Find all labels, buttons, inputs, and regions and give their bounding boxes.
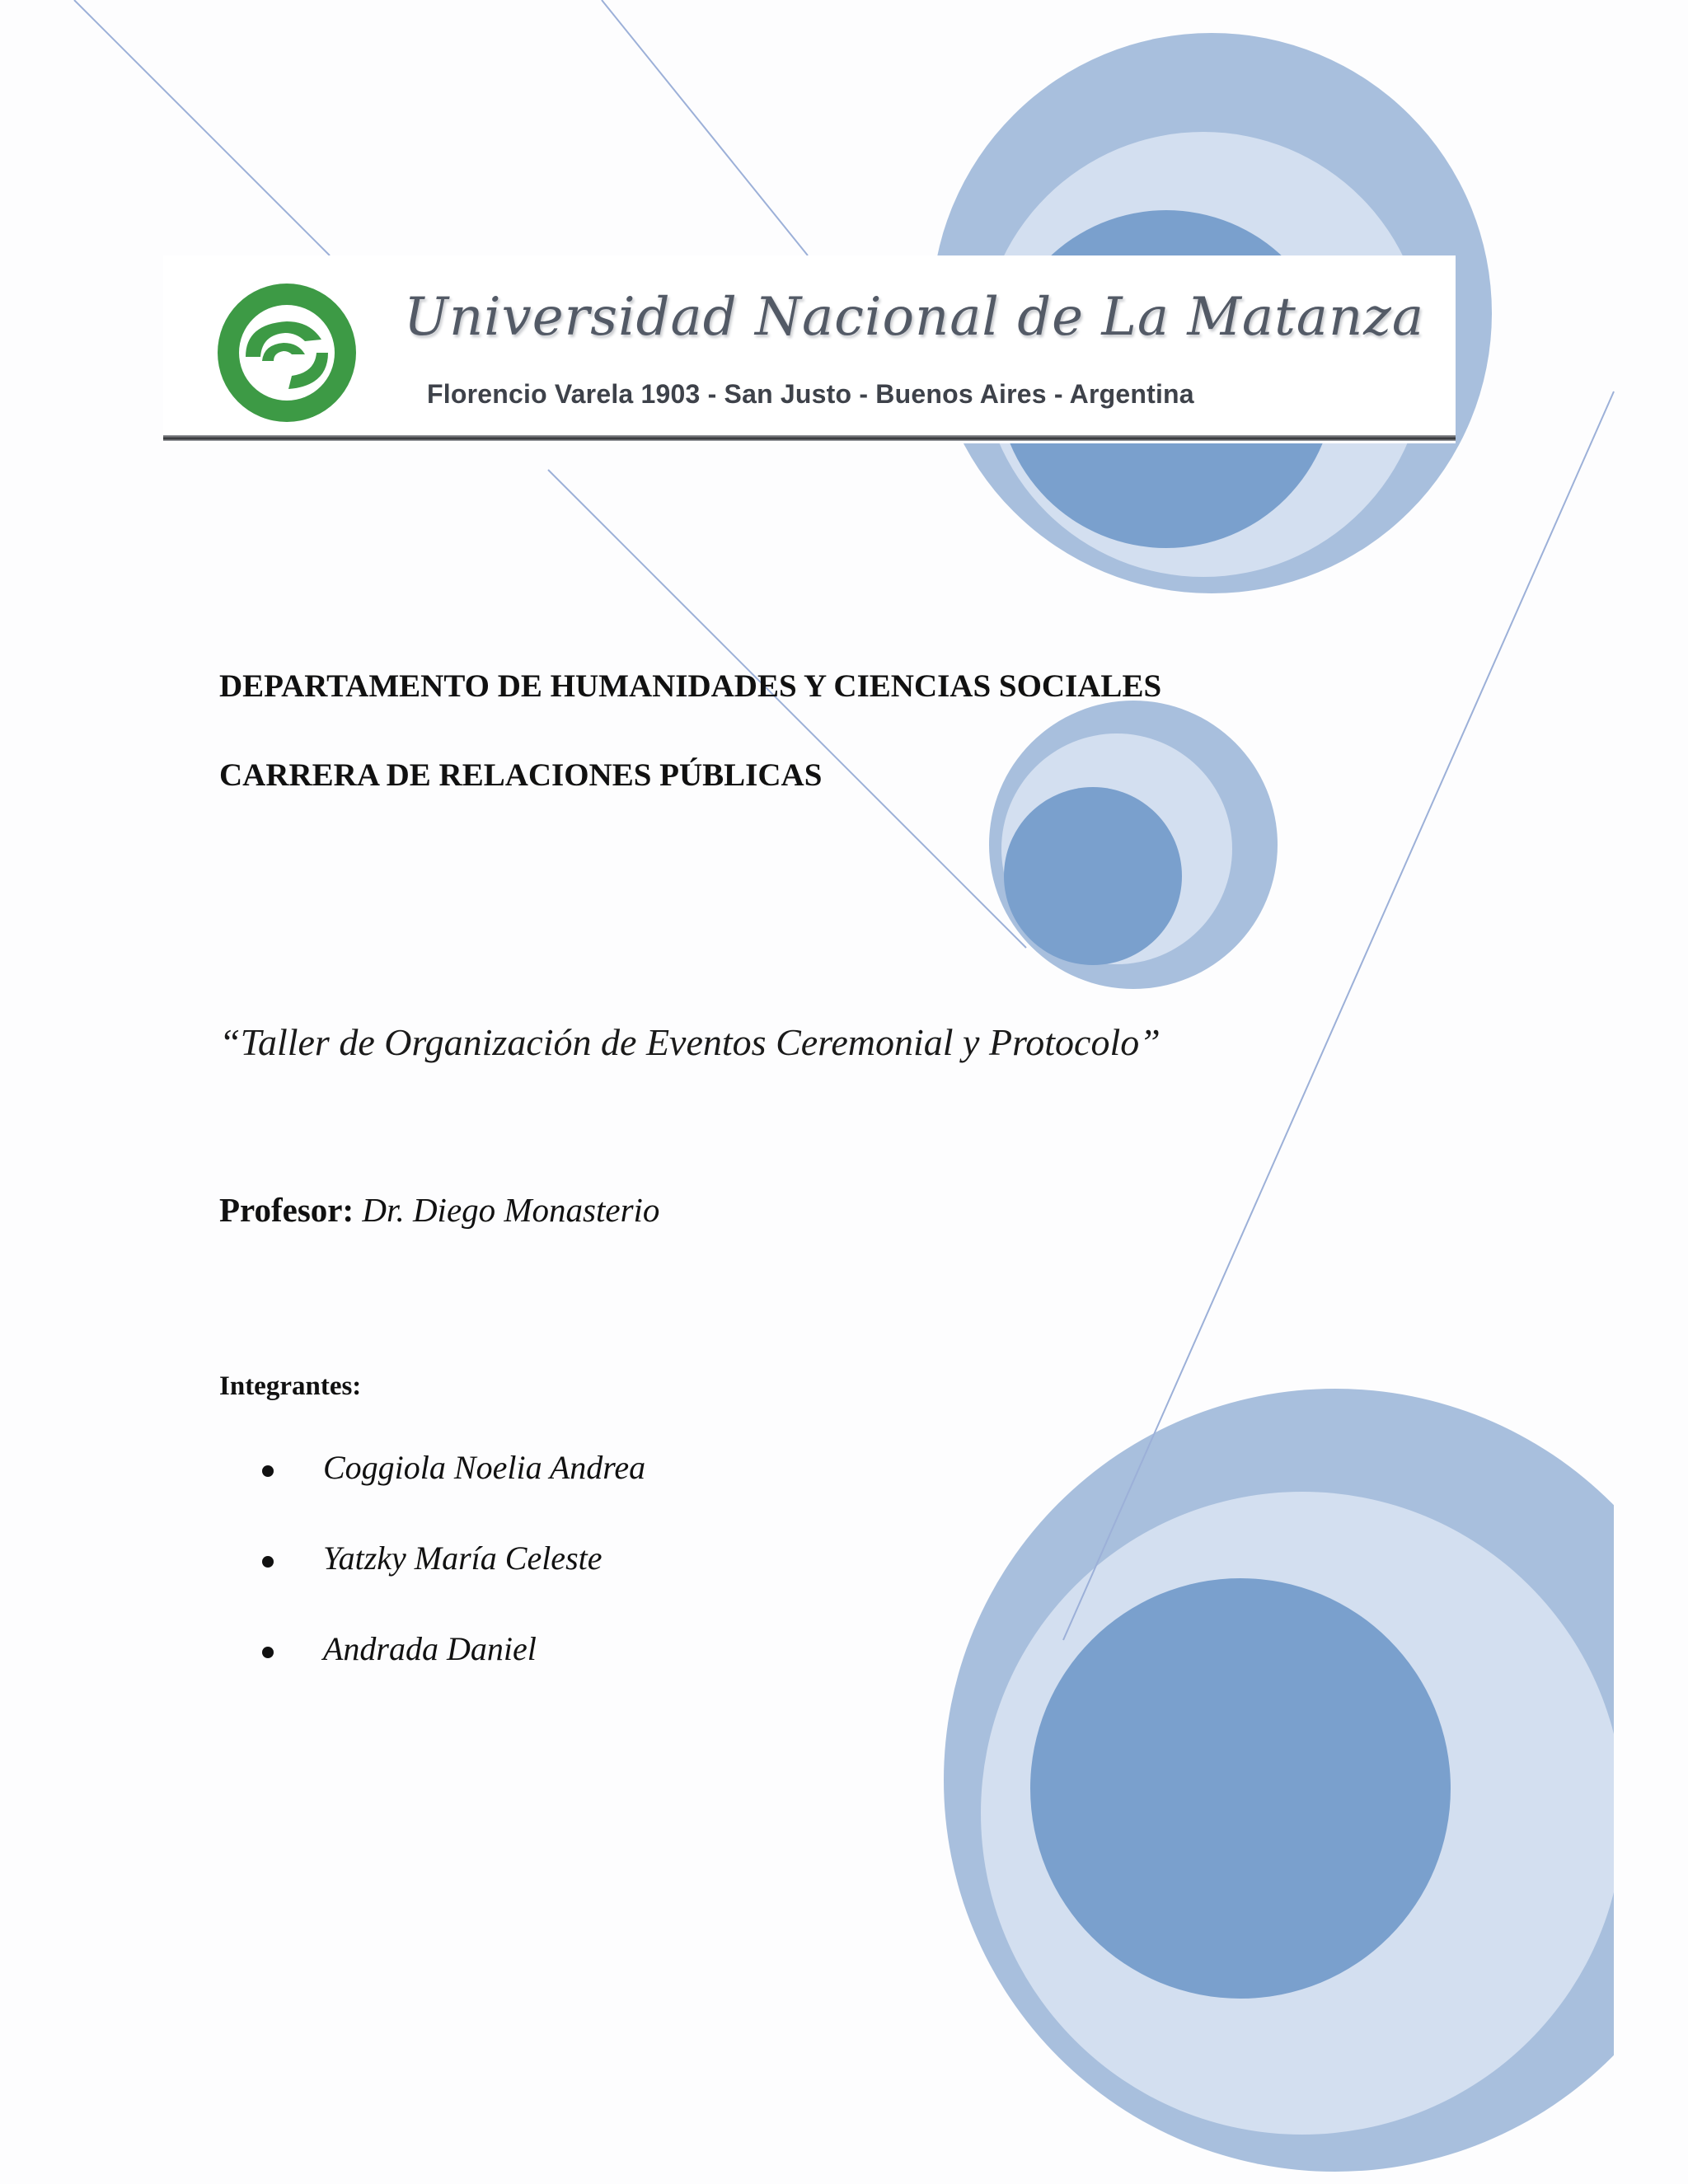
list-item (262, 1539, 645, 1629)
professor-label: Profesor: (219, 1191, 354, 1229)
banner-divider (163, 435, 1456, 441)
member-name: Coggiola Noelia Andrea (323, 1449, 646, 1486)
university-name: Universidad Nacional de La Matanza (404, 287, 1425, 348)
professor-line (219, 1190, 659, 1230)
bullet-icon (262, 1465, 274, 1477)
professor-name: Dr. Diego Monasterio (362, 1191, 660, 1229)
list-item (262, 1448, 645, 1539)
unlam-green-logo-icon (213, 279, 361, 427)
university-banner (163, 255, 1456, 443)
bullet-icon (262, 1647, 274, 1658)
list-item (262, 1629, 645, 1720)
career-heading: CARRERA DE RELACIONES PÚBLICAS (219, 757, 823, 793)
bottom-circle-group (944, 1389, 1688, 2172)
course-title: “Taller de Organización de Eventos Ceremonial y Protocolo” (219, 1021, 1160, 1063)
department-heading: DEPARTAMENTO DE HUMANIDADES Y CIENCIAS SOCIALES (219, 668, 1162, 704)
university-address: Florencio Varela 1903 - San Justo - Buenos Aires - Argentina (427, 379, 1194, 409)
member-name: Yatzky María Celeste (323, 1540, 603, 1577)
member-name: Andrada Daniel (323, 1630, 537, 1667)
members-list (262, 1448, 645, 1720)
bullet-icon (262, 1556, 274, 1568)
middle-circle-group (989, 701, 1278, 989)
members-label: Integrantes: (219, 1371, 362, 1401)
